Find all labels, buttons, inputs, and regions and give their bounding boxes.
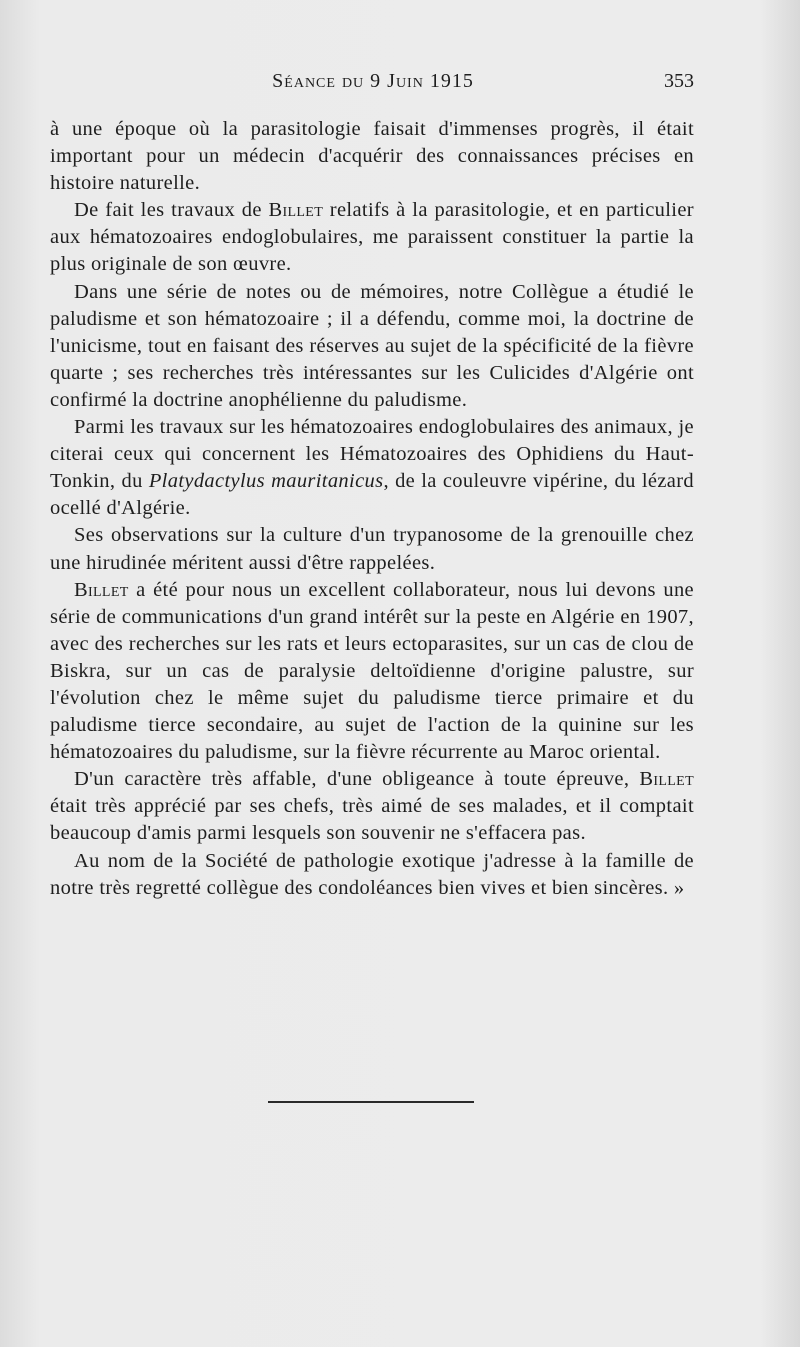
paragraph-4-lead: Parmi les travaux sur les hématozoaires endoglobulaires des animaux, je citerai ceux qui concernent les Hématozoaires des Ophidiens du Haut-Tonkin, du bbox=[50, 416, 694, 493]
author-name-billet: Billet bbox=[74, 578, 129, 601]
paragraph-7 bbox=[50, 766, 694, 847]
paragraph-5 bbox=[50, 522, 694, 576]
running-title: Séance du 9 Juin 1915 bbox=[272, 70, 474, 92]
paragraph-2-rest: relatifs à la parasitologie, et en particulier aux hématozoaires endoglobulaires, me paraissent constituer la partie la plus originale de son œuvre. bbox=[50, 199, 694, 276]
author-name-billet: Billet bbox=[639, 768, 694, 791]
paragraph-1-text: à une époque où la parasitologie faisait d'immenses progrès, il était important pour un médecin d'acquérir des connaissances précises en histoire naturelle. bbox=[50, 118, 694, 195]
paragraph-2-lead: De fait les travaux de bbox=[74, 199, 269, 222]
species-name: Platydactylus mauritanicus bbox=[148, 470, 384, 493]
paragraph-7-lead: D'un caractère très affable, d'une obligeance à toute épreuve, bbox=[74, 768, 640, 791]
paragraph-3 bbox=[50, 279, 694, 414]
paragraph-6 bbox=[50, 577, 694, 767]
paragraph-7-rest: était très apprécié par ses chefs, très aimé de ses malades, et il comptait beaucoup d'amis parmi lesquels son souvenir ne s'effacera pas. bbox=[50, 795, 694, 845]
paragraph-2 bbox=[50, 197, 694, 278]
paragraph-3-text: Dans une série de notes ou de mémoires, notre Collègue a étudié le paludisme et son hématozoaire ; il a défendu, comme moi, la doctrine de l'unicisme, tout en faisant des réserves au sujet de la spécificité de la fièvre quarte ; ses recherches très intéressantes sur les Culicides d'Algérie ont confirmé la doctrine anophélienne du paludisme. bbox=[50, 280, 694, 411]
paragraph-4 bbox=[50, 414, 694, 522]
page-number: 353 bbox=[664, 70, 694, 92]
author-name-billet: Billet bbox=[268, 199, 324, 222]
paragraph-6-rest: a été pour nous un excellent collaborateur, nous lui devons une série de communications d'un grand intérêt sur la peste en Algérie en 1907, avec des recherches sur les rats et leurs ectoparasites, sur un cas de clou de Biskra, sur un cas de paralysie deltoïdienne d'origine palustre, sur l'évolution chez le même sujet du paludisme tierce primaire et du paludisme tierce secondaire, au sujet de l'action de la quinine sur les hématozoaires du paludisme, sur la fièvre récurrente au Maroc oriental. bbox=[50, 578, 694, 764]
paragraph-8-text: Au nom de la Société de pathologie exotique j'adresse à la famille de notre très regretté collègue des condoléances bien vives et bien sincères. » bbox=[50, 849, 694, 899]
section-divider bbox=[268, 1101, 474, 1103]
paragraph-1 bbox=[50, 116, 694, 197]
page-header bbox=[52, 70, 694, 98]
paragraph-4-rest: , de la couleuvre vipérine, du lézard ocellé d'Algérie. bbox=[50, 470, 695, 520]
paragraph-8 bbox=[50, 848, 694, 902]
body-text bbox=[50, 116, 694, 902]
paragraph-5-text: Ses observations sur la culture d'un trypanosome de la grenouille chez une hirudinée méritent aussi d'être rappelées. bbox=[50, 524, 694, 574]
